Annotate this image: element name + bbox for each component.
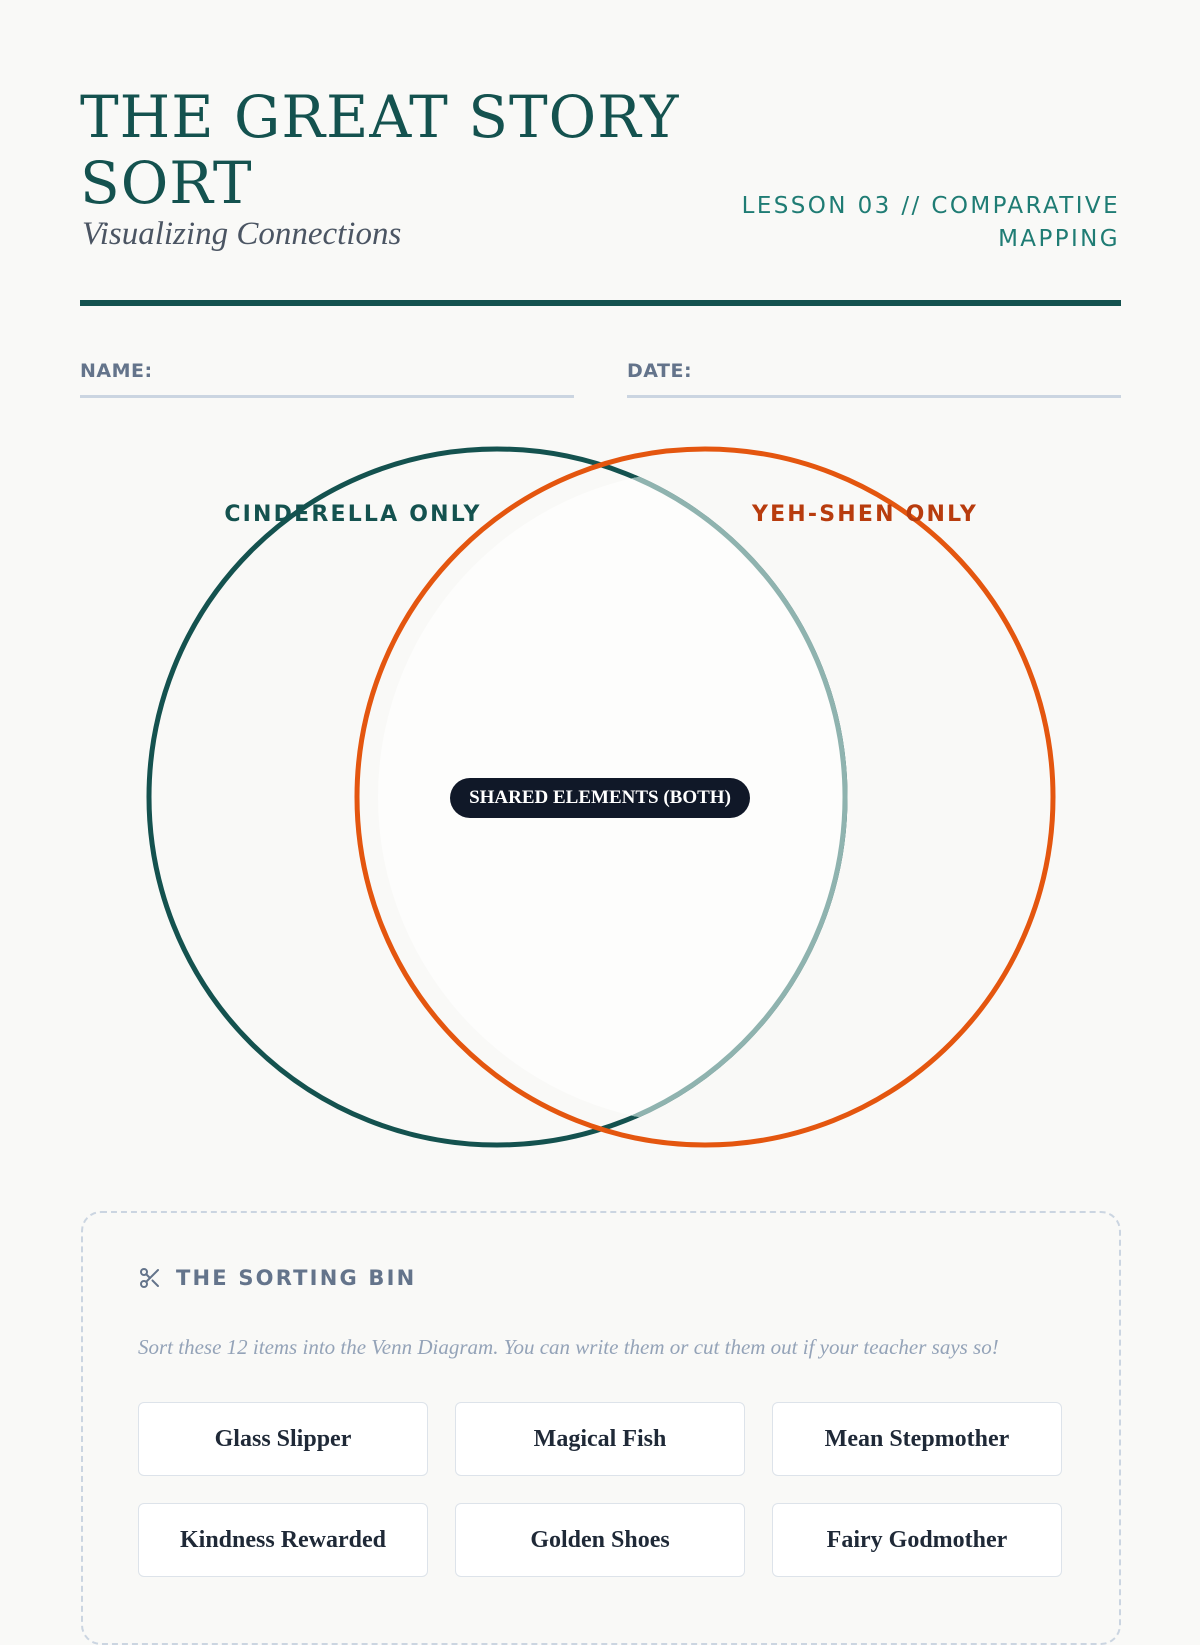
- shared-elements-label: SHARED ELEMENTS (BOTH): [450, 778, 750, 818]
- sorting-bin-instructions: Sort these 12 items into the Venn Diagram. You can write them or cut them out if your teacher says so!: [138, 1335, 999, 1359]
- sorting-bin-title: THE SORTING BIN: [176, 1266, 417, 1290]
- sorting-cards: [138, 1402, 1066, 1577]
- left-circle-label: CINDERELLA ONLY: [224, 502, 482, 527]
- date-field-label: DATE:: [627, 360, 693, 382]
- lesson-label: LESSON 03 // COMPARATIVE MAPPING: [741, 193, 1120, 252]
- sorting-bin-header: [138, 1263, 416, 1293]
- page-title: THE GREAT STORY SORT: [80, 83, 680, 217]
- sort-card-magical-fish[interactable]: Magical Fish: [455, 1402, 745, 1476]
- sort-card-mean-stepmother[interactable]: Mean Stepmother: [772, 1402, 1062, 1476]
- name-field-label: NAME:: [80, 360, 153, 382]
- sort-card-golden-shoes[interactable]: Golden Shoes: [455, 1503, 745, 1577]
- right-circle-label: YEH-SHEN ONLY: [751, 502, 979, 527]
- scissors-icon: [138, 1266, 162, 1290]
- sorting-bin: [81, 1211, 1121, 1645]
- sort-card-fairy-godmother[interactable]: Fairy Godmother: [772, 1503, 1062, 1577]
- page-subtitle: Visualizing Connections: [82, 216, 402, 252]
- sort-card-glass-slipper[interactable]: Glass Slipper: [138, 1402, 428, 1476]
- sort-card-kindness-rewarded[interactable]: Kindness Rewarded: [138, 1503, 428, 1577]
